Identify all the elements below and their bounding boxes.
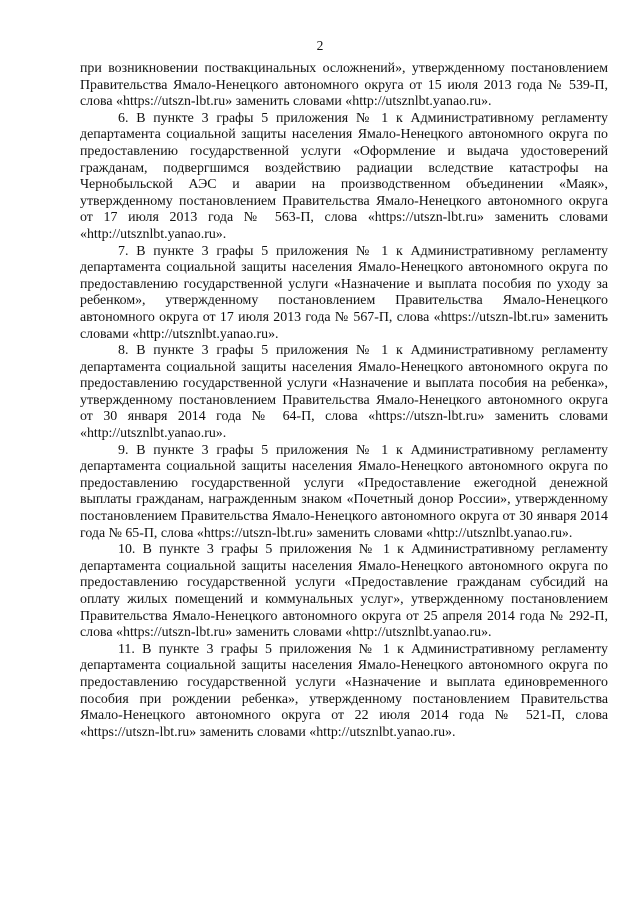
paragraph-item-10: 10. В пункте 3 графы 5 приложения № 1 к Административному регламенту департамента социальной защиты населения Ямало-Ненецкого автономного округа по предоставлению государственной услуги «Предоставление гражданам субсидий на оплату жилых помещений и коммунальных услуг», утвержденному постановлением Правительства Ямало-Ненецкого автономного округа от 25 апреля 2014 года № 292-П, слова «https://utszn-lbt.ru» заменить словами «http://utsznlbt.yanao.ru». xyxy=(80,542,608,641)
paragraph-item-11: 11. В пункте 3 графы 5 приложения № 1 к Административному регламенту департамента социальной защиты населения Ямало-Ненецкого автономного округа по предоставлению государственной услуги «Назначение и выплата единовременного пособия при рождении ребенка», утвержденному постановлением Правительства Ямало-Ненецкого автономного округа от 22 июля 2014 года № 521-П, слова «https://utszn-lbt.ru» заменить словами «http://utsznlbt.yanao.ru». xyxy=(80,641,608,740)
paragraph-continuation: при возникновении поствакцинальных осложнений», утвержденному постановлением Правительства Ямало-Ненецкого автономного округа от 15 июля 2013 года № 539-П, слова «https://utszn-lbt.ru» заменить словами «http://utsznlbt.yanao.ru». xyxy=(80,61,608,110)
paragraph-item-8: 8. В пункте 3 графы 5 приложения № 1 к Административному регламенту департамента социальной защиты населения Ямало-Ненецкого автономного округа по предоставлению государственной услуги «Назначение и выплата пособия на ребенка», утвержденному постановлением Правительства Ямало-Ненецкого автономного округа от 30 января 2014 года № 64-П, слова «https://utszn-lbt.ru» заменить словами «http://utsznlbt.yanao.ru». xyxy=(80,343,608,442)
paragraph-item-9: 9. В пункте 3 графы 5 приложения № 1 к Административному регламенту департамента социальной защиты населения Ямало-Ненецкого автономного округа по предоставлению государственной услуги «Предоставление ежегодной денежной выплаты гражданам, награжденным знаком «Почетный донор России», утвержденному постановлением Правительства Ямало-Ненецкого автономного округа от 30 января 2014 года № 65-П, слова «https://utszn-lbt.ru» заменить словами «http://utsznlbt.yanao.ru». xyxy=(80,442,608,541)
paragraph-item-6: 6. В пункте 3 графы 5 приложения № 1 к Административному регламенту департамента социальной защиты населения Ямало-Ненецкого автономного округа по предоставлению государственной услуги «Оформление и выдача удостоверений гражданам, подвергшимся воздействию радиации вследствие катастрофы на Чернобыльской АЭС и аварии на производственном объединении «Маяк», утвержденному постановлением Правительства Ямало-Ненецкого автономного округа от 17 июля 2013 года № 563-П, слова «https://utszn-lbt.ru» заменить словами «http://utsznlbt.yanao.ru». xyxy=(80,110,608,242)
page-number: 2 xyxy=(316,38,324,53)
paragraph-item-7: 7. В пункте 3 графы 5 приложения № 1 к Административному регламенту департамента социальной защиты населения Ямало-Ненецкого автономного округа по предоставлению государственной услуги «Назначение и выплата пособия по уходу за ребенком», утвержденному постановлением Правительства Ямало-Ненецкого автономного округа от 17 июля 2013 года № 567-П, слова «https://utszn-lbt.ru» заменить словами «http://utsznlbt.yanao.ru». xyxy=(80,243,608,342)
document-body xyxy=(80,61,608,741)
